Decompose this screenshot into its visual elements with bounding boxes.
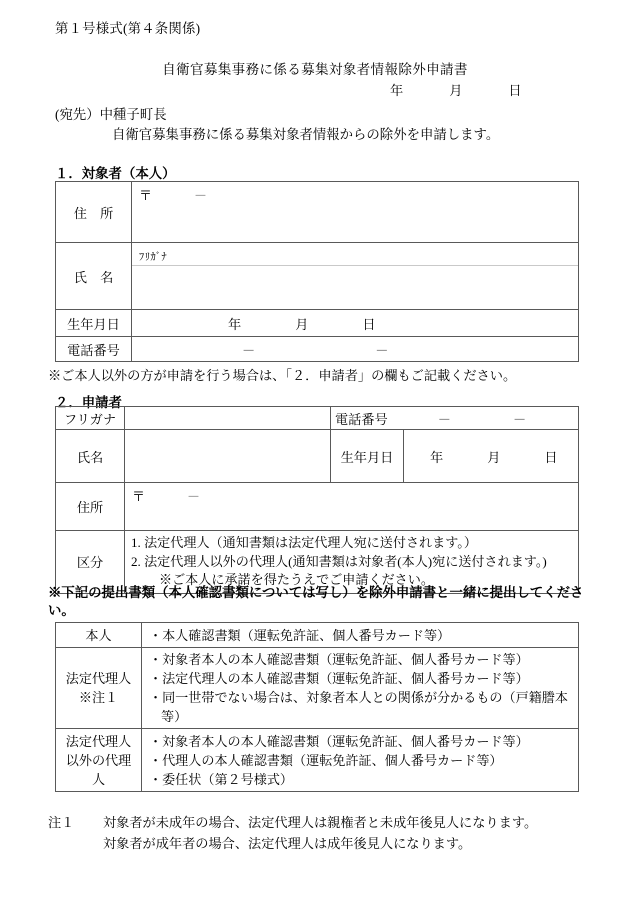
category-option-1[interactable]: 1. 法定代理人（通知書類は法定代理人宛に送付されます。） bbox=[131, 535, 477, 550]
docs-label-other-line2: 以外の代理 bbox=[65, 752, 132, 768]
applicant-table bbox=[55, 406, 579, 594]
applicant-postal-code-line bbox=[125, 483, 578, 505]
birthdate-ymd bbox=[132, 314, 578, 333]
applicant-postal-mark-icon: 〒 bbox=[132, 489, 146, 504]
birth-day-label: 日 bbox=[362, 316, 376, 332]
label-name: 氏 名 bbox=[56, 243, 132, 310]
applicant-postal-dash: － bbox=[187, 489, 201, 504]
section2-heading: ２．申請者 bbox=[55, 395, 122, 410]
applicant-phone-dash-2: － bbox=[512, 411, 527, 427]
docs-label-self: 本人 bbox=[56, 623, 142, 648]
documents-notice: ※下記の提出書類（本人確認書類については写し）を除外申請書と一緒に提出してください。 bbox=[48, 585, 584, 618]
field-applicant-birthdate[interactable] bbox=[404, 430, 579, 483]
phone-dash-1: － bbox=[242, 342, 256, 358]
field-phone[interactable] bbox=[132, 337, 579, 362]
label-applicant-birthdate: 生年月日 bbox=[331, 430, 404, 483]
list-item-continuation: 等） bbox=[161, 709, 188, 724]
category-option-2[interactable]: 2. 法定代理人以外の代理人(通知書類は対象者(本人)宛に送付されます。) bbox=[131, 553, 547, 569]
table-row-docs-legal bbox=[56, 648, 579, 729]
label-applicant-name: 氏名 bbox=[56, 430, 125, 483]
date-entry-line bbox=[390, 80, 590, 99]
document-title: 自衛官募集事務に係る募集対象者情報除外申請書 bbox=[162, 62, 468, 77]
applicant-birth-month-label: 月 bbox=[487, 449, 501, 465]
label-applicant-furigana: フリガナ bbox=[56, 407, 125, 430]
section1-notice: ※ご本人以外の方が申請を行う場合は、「２．申請者」の欄もご記載ください。 bbox=[48, 368, 517, 383]
docs-label-other bbox=[56, 729, 142, 792]
postal-mark-icon: 〒 bbox=[139, 188, 153, 203]
docs-items-other bbox=[142, 729, 579, 792]
docs-item-list-legal bbox=[142, 648, 578, 728]
category-note: ※ご本人に承諾を得たうえでご申請ください。 bbox=[159, 572, 434, 587]
furigana-hint: ﾌﾘｶﾞﾅ bbox=[139, 250, 168, 263]
table-row-docs-self bbox=[56, 623, 579, 648]
phone-dash-line bbox=[132, 340, 578, 359]
documents-table bbox=[55, 622, 579, 792]
birth-year-label: 年 bbox=[228, 316, 242, 332]
date-day-label: 日 bbox=[508, 83, 522, 98]
field-address[interactable] bbox=[132, 182, 579, 243]
field-name[interactable] bbox=[132, 243, 579, 310]
applicant-birthdate-ymd bbox=[404, 447, 578, 466]
label-address: 住 所 bbox=[56, 182, 132, 243]
footnote-line-2: 対象者が成年者の場合、法定代理人は成年後見人になります。 bbox=[103, 836, 472, 851]
footnote-line-1 bbox=[48, 812, 608, 833]
section1-heading: １．対象者（本人） bbox=[55, 166, 176, 181]
list-item: ・法定代理人の本人確認書類（運転免許証、個人番号カード等） bbox=[149, 671, 529, 686]
phone-dash-2: － bbox=[375, 342, 389, 358]
field-applicant-phone[interactable] bbox=[331, 407, 579, 430]
docs-items-legal bbox=[142, 648, 579, 729]
label-applicant-address: 住所 bbox=[56, 483, 125, 531]
docs-label-legal bbox=[56, 648, 142, 729]
label-birthdate: 生年月日 bbox=[56, 310, 132, 337]
table-row-applicant-furigana bbox=[56, 407, 579, 430]
docs-label-other-line1: 法定代理人 bbox=[65, 733, 132, 749]
list-item: ・代理人の本人確認書類（運転免許証、個人番号カード等） bbox=[149, 752, 503, 768]
applicant-phone-dash-1: － bbox=[437, 411, 451, 427]
list-item: ・本人確認書類（運転免許証、個人番号カード等） bbox=[149, 627, 451, 643]
table-row-phone bbox=[56, 337, 579, 362]
applicant-birth-day-label: 日 bbox=[544, 449, 558, 465]
field-applicant-address[interactable] bbox=[125, 483, 579, 531]
docs-item-list-other bbox=[142, 730, 578, 791]
date-year-label: 年 bbox=[390, 83, 404, 98]
list-item: ・対象者本人の本人確認書類（運転免許証、個人番号カード等） bbox=[149, 652, 529, 667]
label-applicant-category: 区分 bbox=[56, 531, 125, 594]
form-code: 第１号様式(第４条関係) bbox=[55, 21, 201, 36]
field-applicant-name[interactable] bbox=[125, 430, 331, 483]
table-row-birthdate bbox=[56, 310, 579, 337]
label-applicant-phone: 電話番号 bbox=[335, 411, 388, 427]
name-entry-space[interactable] bbox=[132, 266, 578, 306]
table-row-docs-other bbox=[56, 729, 579, 792]
field-applicant-furigana[interactable] bbox=[125, 407, 331, 430]
intro-sentence: 自衛官募集事務に係る募集対象者情報からの除外を申請します。 bbox=[112, 127, 500, 142]
postal-dash: － bbox=[194, 188, 208, 203]
docs-label-legal-line2: ※注１ bbox=[78, 690, 119, 705]
list-item: ・対象者本人の本人確認書類（運転免許証、個人番号カード等） bbox=[149, 733, 529, 749]
docs-item-list-self bbox=[142, 624, 578, 647]
applicant-birth-year-label: 年 bbox=[430, 449, 444, 465]
date-month-label: 月 bbox=[449, 83, 463, 98]
docs-label-legal-line1: 法定代理人 bbox=[65, 671, 132, 686]
footnote-tag: 注１ bbox=[48, 815, 75, 830]
applicant-phone-line bbox=[331, 409, 578, 428]
footnote bbox=[48, 812, 608, 854]
field-birthdate[interactable] bbox=[132, 310, 579, 337]
label-phone: 電話番号 bbox=[56, 337, 132, 362]
footnote-text-1: 対象者が未成年の場合、法定代理人は親権者と未成年後見人になります。 bbox=[103, 815, 538, 830]
table-row-name bbox=[56, 243, 579, 310]
docs-label-other-line3: 人 bbox=[91, 771, 106, 787]
birth-month-label: 月 bbox=[295, 316, 309, 332]
subject-table bbox=[55, 181, 579, 362]
table-row-address bbox=[56, 182, 579, 243]
table-row-applicant-name bbox=[56, 430, 579, 483]
table-row-applicant-address bbox=[56, 483, 579, 531]
addressee: (宛先）中種子町長 bbox=[55, 107, 167, 122]
docs-items-self bbox=[142, 623, 579, 648]
postal-code-line bbox=[132, 182, 578, 204]
list-item: ・委任状（第２号様式） bbox=[149, 771, 294, 787]
list-item: ・同一世帯でない場合は、対象者本人との関係が分かるもの（戸籍謄本 bbox=[149, 690, 568, 705]
